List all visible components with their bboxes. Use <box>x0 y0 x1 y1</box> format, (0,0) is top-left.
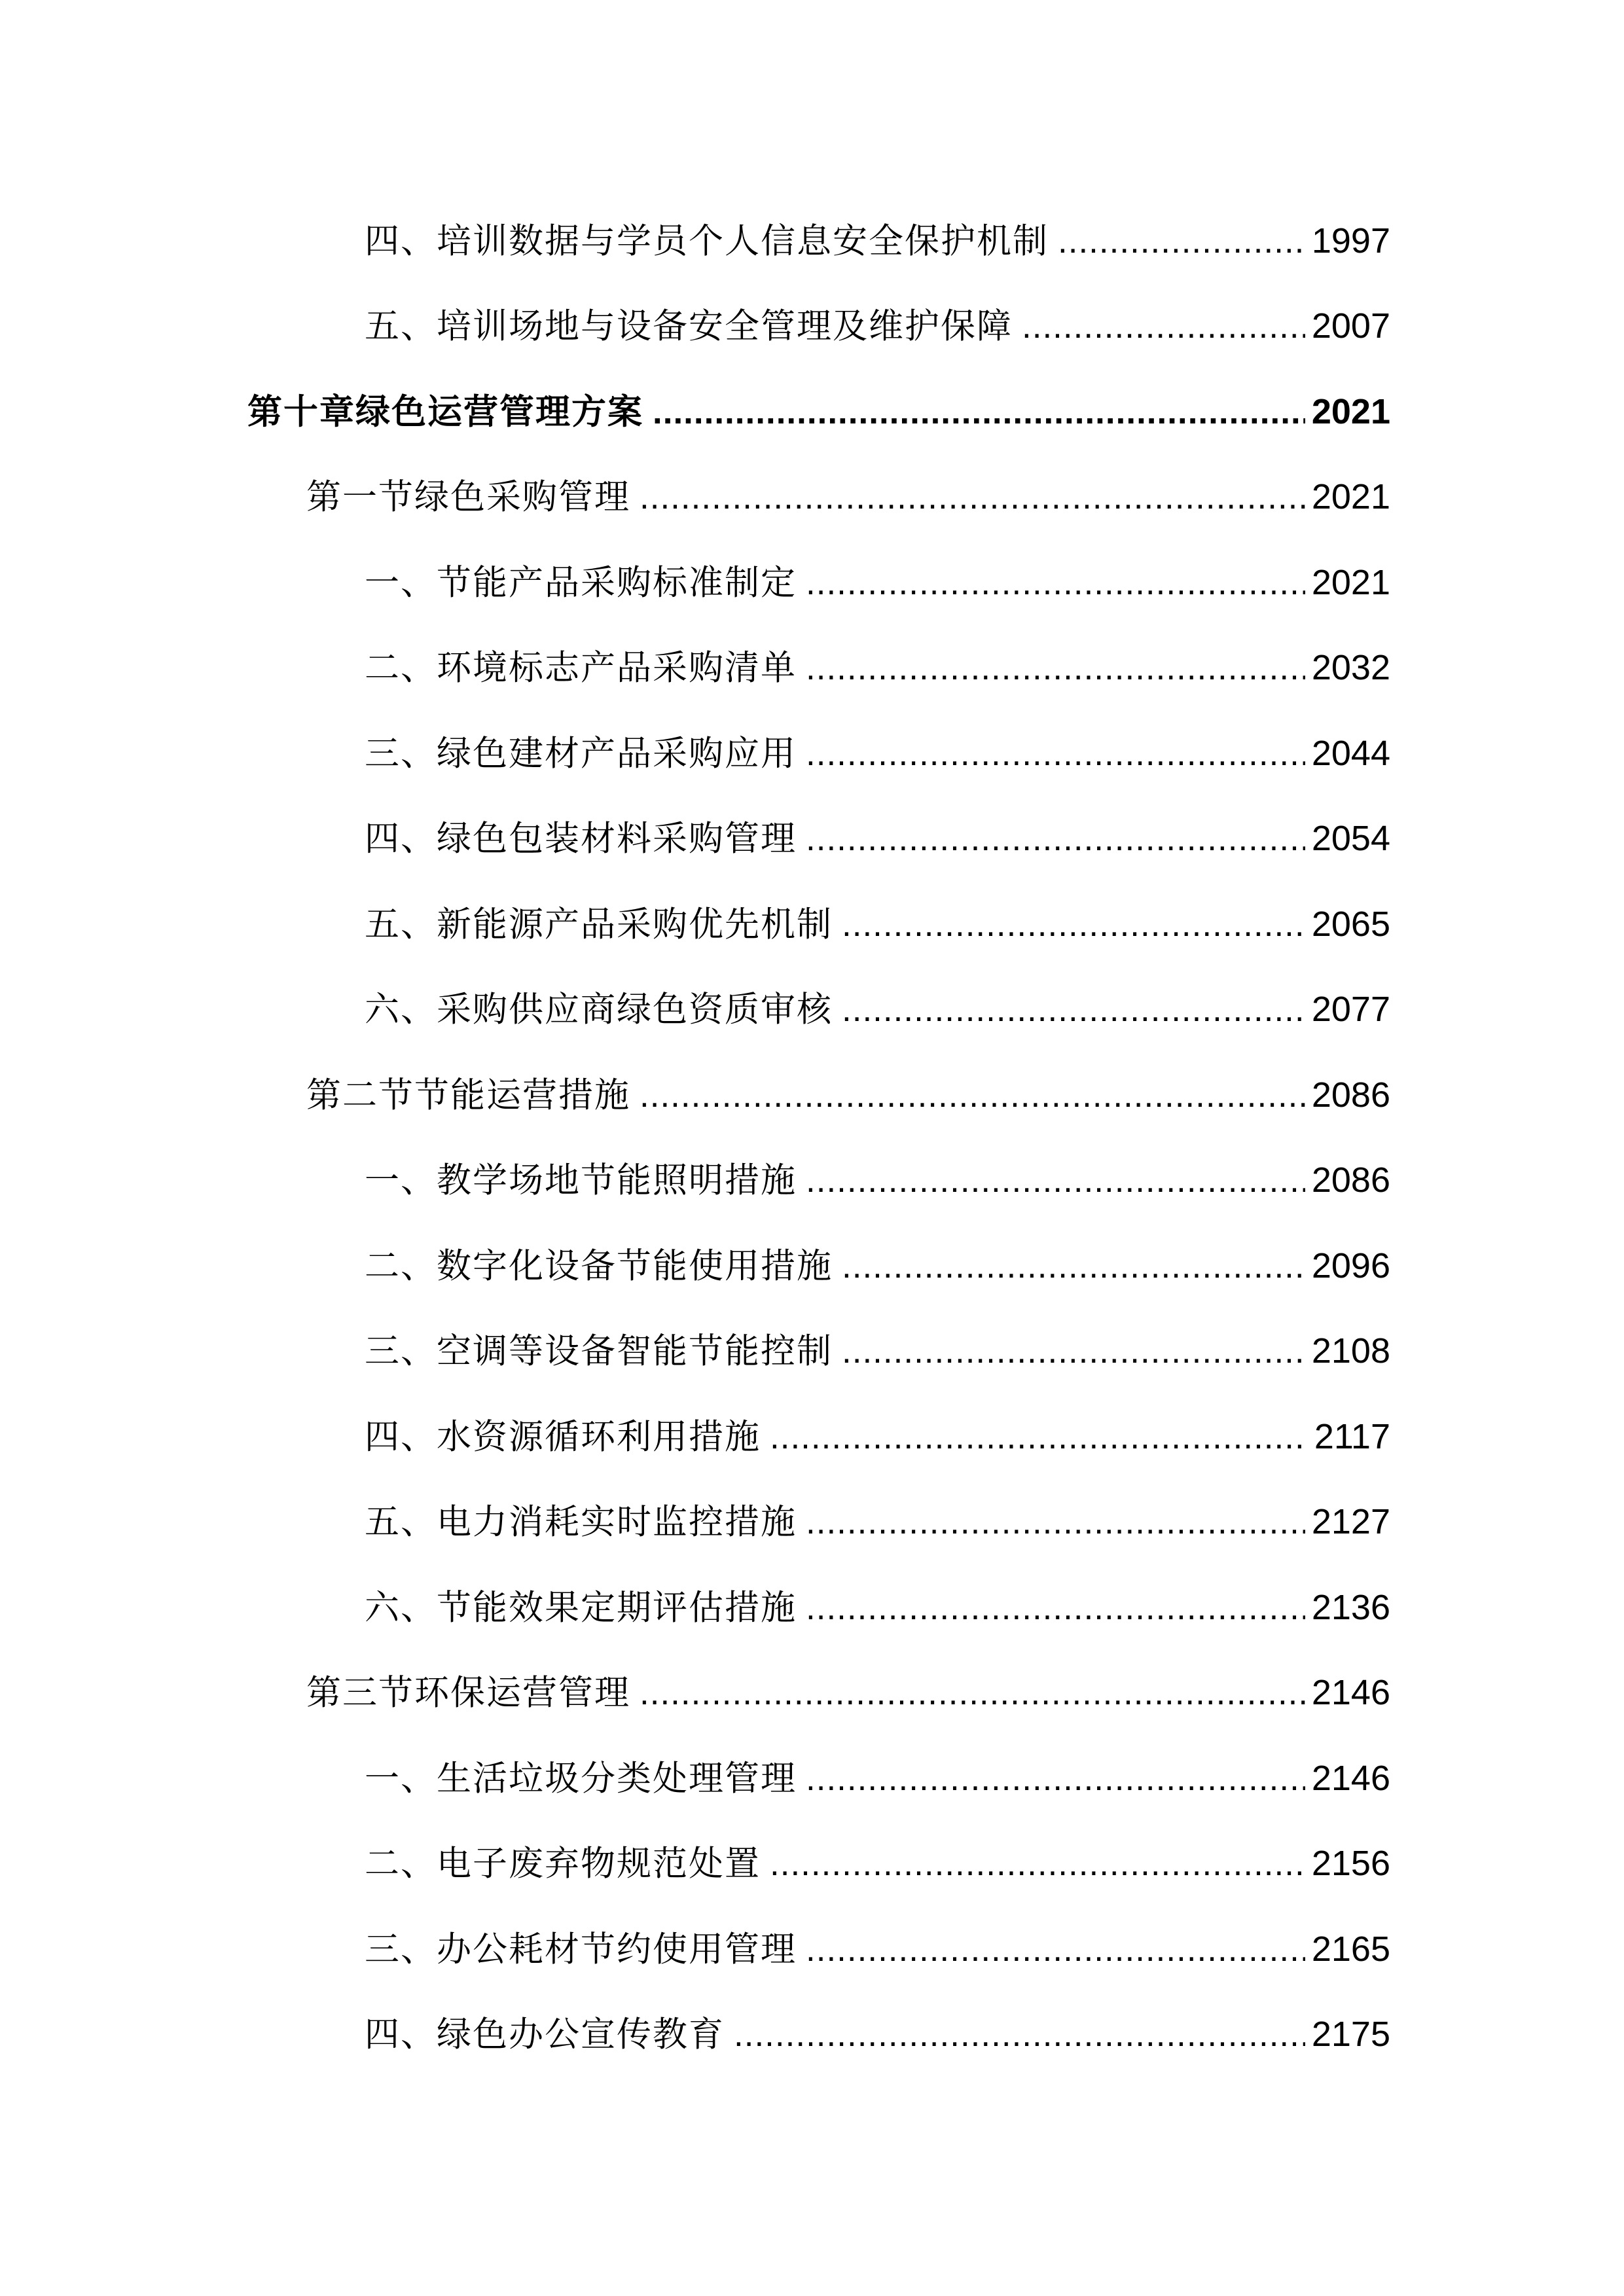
toc-entry[interactable] <box>365 1837 1390 1890</box>
toc-entry-page: 2065 <box>1311 905 1390 944</box>
dot-leader <box>806 1924 1305 1976</box>
dot-leader <box>842 984 1305 1036</box>
toc-entry-page: 2054 <box>1311 819 1390 858</box>
toc-entry-title: 二、环境标志产品采购清单 <box>365 648 797 688</box>
toc-entry[interactable] <box>365 812 1390 865</box>
toc-entry-page: 2146 <box>1311 1673 1390 1712</box>
toc-entry-title: 三、空调等设备智能节能控制 <box>365 1331 833 1371</box>
toc-entry-title: 六、采购供应商绿色资质审核 <box>365 990 833 1030</box>
toc-entry-title: 二、数字化设备节能使用措施 <box>365 1246 833 1286</box>
dot-leader <box>806 1155 1305 1207</box>
toc-entry-title: 第三节环保运营管理 <box>306 1673 630 1713</box>
toc-entry-title: 五、培训场地与设备安全管理及维护保障 <box>365 306 1013 346</box>
toc-entry-page: 2117 <box>1314 1417 1390 1456</box>
toc-entry-title: 一、生活垃圾分类处理管理 <box>365 1759 797 1799</box>
toc-entry[interactable] <box>365 1496 1390 1548</box>
toc-entry-page: 2086 <box>1311 1075 1390 1115</box>
toc-entry[interactable] <box>365 1752 1390 1804</box>
dot-leader <box>640 471 1305 524</box>
toc-entry-title: 三、办公耗材节约使用管理 <box>365 1929 797 1969</box>
toc-entry-title: 四、绿色办公宣传教育 <box>365 2015 725 2054</box>
toc-entry-title: 三、绿色建材产品采购应用 <box>365 734 797 774</box>
toc-entry-title: 五、电力消耗实时监控措施 <box>365 1502 797 1542</box>
dot-leader <box>1022 300 1305 353</box>
toc-entry[interactable] <box>365 556 1390 609</box>
toc-entry-page: 2127 <box>1311 1502 1390 1541</box>
dot-leader <box>806 557 1305 609</box>
dot-leader <box>806 728 1305 780</box>
toc-entry[interactable] <box>365 1240 1390 1292</box>
toc-section-entry[interactable] <box>306 471 1390 523</box>
toc-entry[interactable] <box>365 1154 1390 1206</box>
toc-entry[interactable] <box>365 641 1390 694</box>
toc-entry-title: 一、教学场地节能照明措施 <box>365 1160 797 1200</box>
dot-leader <box>734 2009 1305 2061</box>
toc-entry-title: 二、电子废弃物规范处置 <box>365 1844 761 1884</box>
dot-leader <box>770 1838 1305 1890</box>
toc-entry[interactable] <box>365 215 1390 267</box>
toc-entry[interactable] <box>365 727 1390 780</box>
toc-entry[interactable] <box>365 300 1390 352</box>
toc-entry[interactable] <box>365 1325 1390 1377</box>
toc-entry-page: 2146 <box>1311 1759 1390 1798</box>
toc-entry-page: 2108 <box>1311 1331 1390 1371</box>
toc-entry-title: 第十章绿色运营管理方案 <box>247 392 643 432</box>
toc-section-entry[interactable] <box>306 1666 1390 1719</box>
toc-entry-title: 第一节绿色采购管理 <box>306 477 630 517</box>
toc-entry-page: 2044 <box>1311 734 1390 773</box>
dot-leader <box>770 1411 1308 1463</box>
dot-leader <box>842 1325 1305 1378</box>
toc-entry-title: 第二节节能运营措施 <box>306 1075 630 1115</box>
toc-entry[interactable] <box>365 2008 1390 2060</box>
toc-entry-page: 2086 <box>1311 1160 1390 1200</box>
toc-entry-page: 2136 <box>1311 1588 1390 1627</box>
dot-leader <box>806 1753 1305 1805</box>
toc-entry-title: 四、绿色包装材料采购管理 <box>365 819 797 859</box>
dot-leader <box>806 1582 1305 1634</box>
toc-entry-page: 2077 <box>1311 990 1390 1029</box>
toc-entry[interactable] <box>365 983 1390 1035</box>
toc-entry-page: 2021 <box>1311 477 1390 516</box>
dot-leader <box>842 1240 1305 1293</box>
toc-entry-page: 2021 <box>1311 563 1390 602</box>
dot-leader <box>1058 215 1305 268</box>
toc-entry-title: 四、水资源循环利用措施 <box>365 1417 761 1457</box>
toc-entry-page: 2175 <box>1311 2015 1390 2054</box>
toc-entry-title: 五、新能源产品采购优先机制 <box>365 905 833 944</box>
toc-chapter-entry[interactable] <box>247 386 1390 438</box>
dot-leader <box>640 1667 1305 1719</box>
toc-entry[interactable] <box>365 1923 1390 1975</box>
toc-entry-title: 一、节能产品采购标准制定 <box>365 563 797 603</box>
dot-leader <box>806 813 1305 865</box>
toc-entry-page: 2165 <box>1311 1929 1390 1969</box>
toc-entry[interactable] <box>365 898 1390 950</box>
dot-leader <box>806 642 1305 694</box>
toc-entry-title: 四、培训数据与学员个人信息安全保护机制 <box>365 221 1049 261</box>
toc-entry-page: 2007 <box>1311 306 1390 346</box>
toc-entry[interactable] <box>365 1410 1390 1463</box>
dot-leader <box>842 899 1305 951</box>
toc-entry-page: 2156 <box>1311 1844 1390 1883</box>
toc-entry-page: 2021 <box>1311 392 1390 431</box>
dot-leader <box>806 1496 1305 1549</box>
toc-entry-page: 2032 <box>1311 648 1390 687</box>
toc-entry-page: 1997 <box>1311 221 1390 260</box>
toc-entry-page: 2096 <box>1311 1246 1390 1285</box>
toc-entry[interactable] <box>365 1581 1390 1634</box>
dot-leader <box>653 386 1305 439</box>
toc-entry-title: 六、节能效果定期评估措施 <box>365 1588 797 1628</box>
dot-leader <box>640 1069 1305 1122</box>
toc-section-entry[interactable] <box>306 1069 1390 1121</box>
